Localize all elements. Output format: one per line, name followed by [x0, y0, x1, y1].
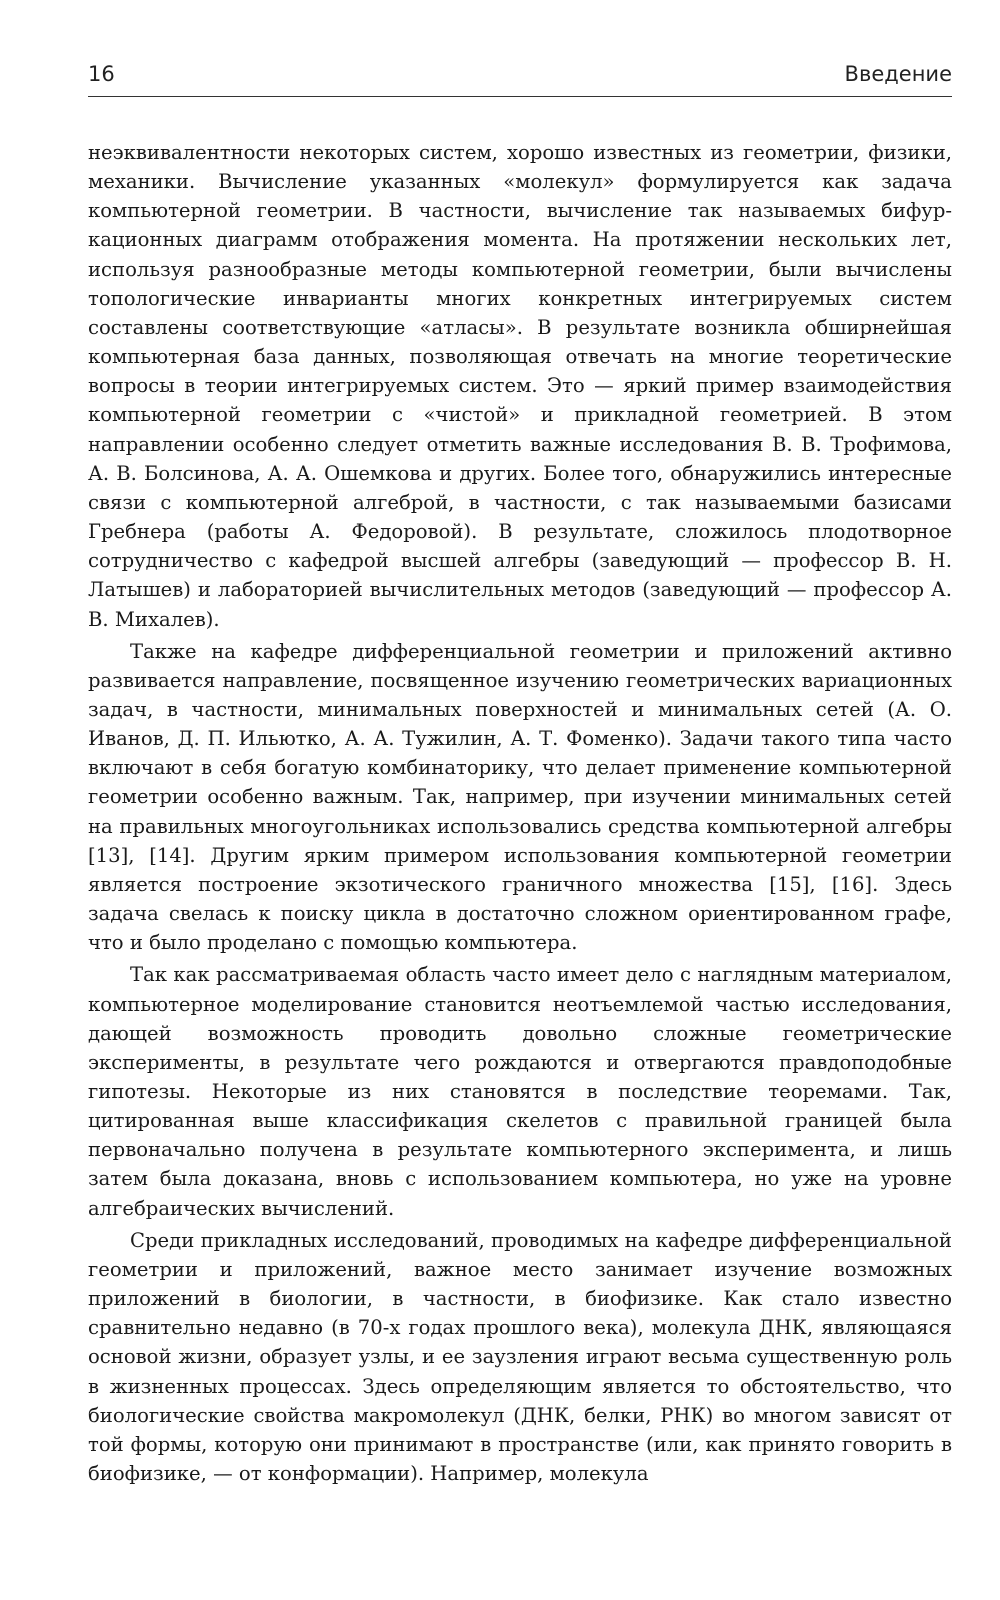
- paragraph-4: Среди прикладных исследований, проводимых на кафедре дифференциальной геометрии и приложений, важное место занимает изучение возможных приложений в биологии, в частности, в биофизике. Как стало известно сравнительно недавно (в 70-х годах прошлого века), молекула ДНК, являющаяся основой жизни, образует узлы, и ее заузления играют весьма существенную роль в жизненных процессах. Здесь определяющим является то обстоятельство, что биологические свойства макромолекул (ДНК, белки, РНК) во многом зависят от той формы, которую они принимают в пространстве (или, как принято говорить в биофизике, — от конформации). Например, молекула: [88, 1228, 952, 1486]
- page-number: 16: [88, 62, 115, 86]
- paragraph-2: Также на кафедре дифференциальной геометрии и приложений активно развивается направление, посвященное изучению геометрических вариационных задач, в частности, минимальных поверхностей и минимальных сетей (А. О. Иванов, Д. П. Ильютко, А. А. Тужилин, А. Т. Фоменко). Задачи такого типа часто включают в себя богатую комбинаторику, что делает применение компьютерной геометрии особенно важным. Так, например, при изучении минимальных сетей на правильных многоугольниках использовались средства компьютерной алгебры [13], [14]. Другим ярким примером использования компьютерной геометрии является построение экзотического граничного множества [15], [16]. Здесь задача свелась к поиску цикла в достаточно сложном ориентированном графе, что и было проделано с помощью компьютера.: [88, 639, 952, 955]
- body-text: [88, 138, 952, 1488]
- running-head: [88, 62, 952, 94]
- paragraph-1: неэквивалентности некоторых систем, хорошо известных из геометрии, физики, механики. Вычисление указанных «молекул» формулируется как задача компьютерной геометрии. В частности, вычисление так называемых бифуркационных диаграмм отображения момента. На протяжении нескольких лет, используя разнообразные методы компьютерной геометрии, были вычислены топологические инварианты многих конкретных интегрируемых систем составлены соответствующие «атласы». В результате возникла обширнейшая компьютерная база данных, позволяющая отвечать на многие теоретические вопросы в теории интегрируемых систем. Это — яркий пример взаимодействия компьютерной геометрии с «чистой» и прикладной геометрией. В этом направлении особенно следует отметить важные исследования В. В. Трофимова, А. В. Болсинова, А. А. Ошемкова и других. Более того, обнаружились интересные связи с компьютерной алгеброй, в частности, с так называемыми базисами Гребнера (работы А. Федоровой). В результате, сложилось плодотворное сотрудничество с кафедрой высшей алгебры (заведующий — профессор В. Н. Латышев) и лабораторией вычислительных методов (заведующий — профессор А. В. Михалев).: [88, 141, 952, 631]
- section-title: Введение: [844, 62, 952, 86]
- header-rule: [88, 96, 952, 97]
- paragraph-3: Так как рассматриваемая область часто имеет дело с наглядным материалом, компьютерное моделирование становится неотъемлемой частью исследования, дающей возможность проводить довольно сложные геометрические эксперименты, в результате чего рождаются и отвергаются правдоподобные гипотезы. Некоторые из них становятся в последствие теоремами. Так, цитированная выше классификация скелетов с правильной границей была первоначально получена в результате компьютерного эксперимента, и лишь затем была доказана, вновь с использованием компьютера, но уже на уровне алгебраических вычислений.: [88, 963, 952, 1220]
